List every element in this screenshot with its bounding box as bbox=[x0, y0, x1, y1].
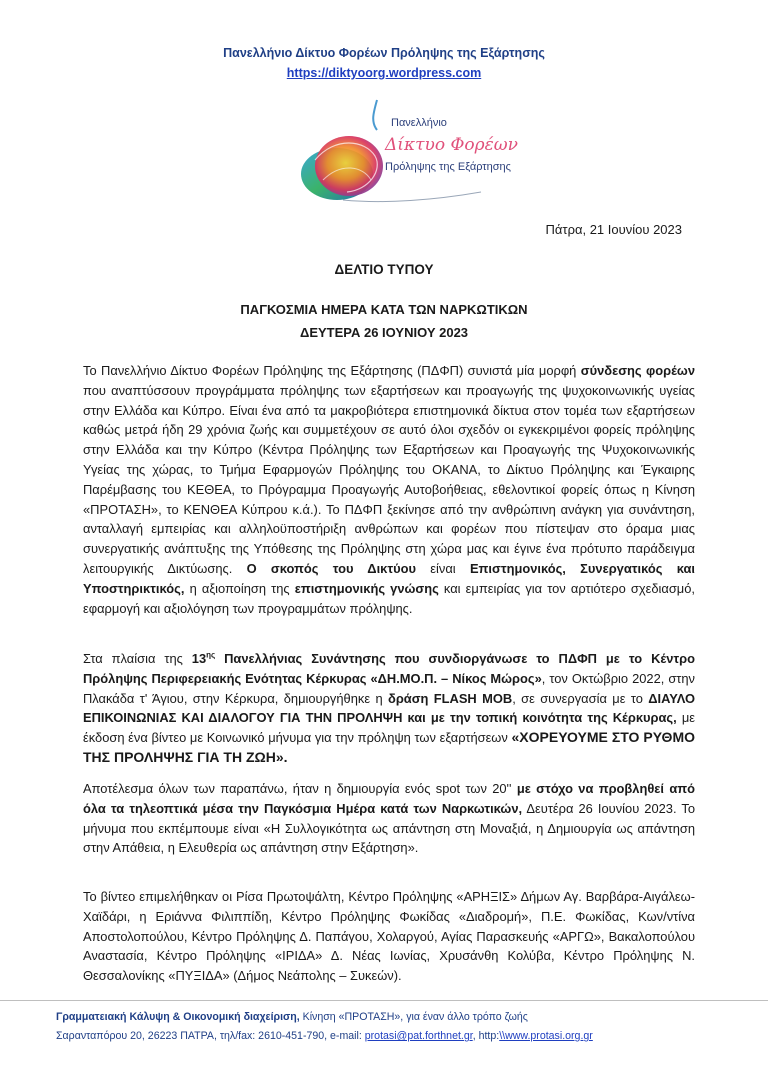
drop-stroke bbox=[373, 100, 377, 130]
paragraph-network-description: Το Πανελλήνιο Δίκτυο Φορέων Πρόληψης της Εξάρτησης (ΠΔΦΠ) συνιστά μία μορφή σύνδεσης φορέων που αναπτύσσουν προγράμματα πρόληψης των εξαρτήσεων και προαγωγής της ψυχοκοινωνικής υγείας στην Ελλάδα και Κύπρο. Είναι ένα από τα μακροβιότερα επιστημονικά δίκτυα στον τομέα των εξαρτήσεων καθώς μετρά ήδη 29 χρόνια ζωής και συμμετέχουν σε αυτό όλοι σχεδόν οι εγκεκριμένοι φορείς πρόληψης στην Ελλάδα και την Κύπρο (Κέντρα Πρόληψης των Εξαρτήσεων και Προαγωγής της Ψυχοκοινωνικής Υγείας της χώρας, το Τμήμα Εφαρμογών Πρόληψης του ΟΚΑΝΑ, το Δίκτυο Πρόληψης και Έγκαιρης Παρέμβασης του ΚΕΘΕΑ, το Πρόγραμμα Προαγωγής Αυτοβοήθειας, εθελοντικοί φορείς όπως η Κίνηση «ΠΡΟΤΑΣΗ», το ΚΕΝΘΕΑ Κύπρου κ.ά.). Το ΠΔΦΠ ξεκίνησε από την ανθρώπινη ανάγκη για συνάντηση, ανταλλαγή εμπειρίας και αλληλοϋποστήριξη ανθρώπων και φορέων που πίστεψαν στο όραμα μιας συνεργατικής ανάπτυξης της Υπόθεσης της Πρόληψης στη χώρα μας και έγινε ένα πρότυπο παράδειγμα λειτουργικής Δικτύωσης. Ο σκοπός του Δικτύου είναι Επιστημονικός, Συνεργατικός και Υποστηρικτικός, η αξιοποίηση της επιστημονικής γνώσης και εμπειρίας για τον αρτιότερο σχεδιασμό, εφαρμογή και αξιολόγηση των προγραμμάτων πρόληψης. bbox=[83, 363, 695, 616]
network-logo bbox=[285, 96, 518, 208]
org-name-header: Πανελλήνιο Δίκτυο Φορέων Πρόληψης της Εξάρτησης bbox=[223, 46, 545, 60]
footer-website-link[interactable]: \\www.protasi.org.gr bbox=[499, 1030, 593, 1042]
paragraph-spot-message: Αποτέλεσμα όλων των παραπάνω, ήταν η δημιουργία ενός spot των 20'' με στόχο να προβληθεί από όλα τα τηλεοπτικά μέσα την Παγκόσμια Ημέρα κατά των Ναρκωτικών, Δευτέρα 26 Ιουνίου 2023. Το μήνυμα που εκπέμπουμε είναι «Η Συλλογικότητα ως απάντηση στη Μοναξιά, η Δημιουργία ως απάντηση στην Απάθεια, η Ελευθερία ως απάντηση στην Εξάρτηση». bbox=[83, 781, 696, 856]
logo-underline bbox=[343, 192, 481, 202]
footer-management-line: Γραμματειακή Κάλυψη & Οικονομική διαχείριση, Κίνηση «ΠΡΟΤΑΣΗ», για έναν άλλο τρόπο ζωής bbox=[56, 1011, 528, 1023]
footer-contact-line: Σαρανταπόρου 20, 26223 ΠΑΤΡΑ, τηλ/fax: 2610-451-790, e-mail: protasi@pat.forthnet.gr, http:\\www.protasi.org.gr bbox=[56, 1030, 593, 1042]
website-link-line bbox=[0, 66, 768, 80]
logo-blob-warm bbox=[315, 136, 383, 196]
website-link[interactable]: https://diktyoorg.wordpress.com bbox=[286, 66, 482, 80]
footer-email-link[interactable]: protasi@pat.forthnet.gr bbox=[364, 1030, 473, 1042]
paragraph-video-credits: Το βίντεο επιμελήθηκαν οι Ρίσα Πρωτοψάλτη, Κέντρο Πρόληψης «ΑΡΗΞΙΣ» Δήμων Αγ. Βαρβάρα-Αιγάλεω-Χαϊδάρι, η Εριάννα Φιλιππίδη, Κέντρο Πρόληψης Φωκίδας «Διαδρομή», Π.Ε. Φωκίδας, Κων/ντίνα Αποστολοπούλου, Κέντρο Πρόληψης Δ. Παπάγου, Χολαργού, Αγίας Παρασκευής «ΑΡΓΩ», Βακαλοπούλου Αναστασία, Κέντρο Πρόληψης «ΙΡΙΔΑ» Δ. Νέας Ιωνίας, Χρυσάνθη Κολύβα, Κέντρο Πρόληψης Ν. Θεσσαλονίκης «ΠΥΞΙΔΑ» (Δήμος Νεάπολης – Συκεών). bbox=[83, 889, 695, 984]
event-date: ΔΕΥΤΕΡΑ 26 ΙΟΥΝΙΟΥ 2023 bbox=[299, 325, 469, 340]
logo-text-line3: Πρόληψης της Εξάρτησης bbox=[385, 161, 511, 173]
press-release-title: ΔΕΛΤΙΟ ΤΥΠΟΥ bbox=[334, 262, 434, 277]
dateline: Πάτρα, 21 Ιουνίου 2023 bbox=[545, 222, 682, 237]
footer-divider bbox=[0, 1000, 768, 1001]
logo-text-line1: Πανελλήνιο bbox=[391, 117, 447, 129]
logo-text-line2: Δίκτυο Φορέων bbox=[385, 135, 518, 155]
paragraph-flash-mob: Στα πλαίσια της $13^{\eta\varsigma}$ Πανελλήνιας Συνάντησης που συνδιοργάνωσε το ΠΔΦΠ με το Κέντρο Πρόληψης Περιφερειακής Ενότητας Κέρκυρας «ΔΗ.ΜΟ.Π. – Νίκος Μώρος», τον Οκτώβριο 2022, στην Πλακάδα τ' Άγιου, στην Κέρκυρα, δημιουργήθηκε η δράση FLASH MOB, σε συνεργασία με το ΔΙΑΥΛΟ ΕΠΙΚΟΙΝΩΝΙΑΣ ΚΑΙ ΔΙΑΛΟΓΟΥ ΓΙΑ ΤΗΝ ΠΡΟΛΗΨΗ και με την τοπική κοινότητα της Κέρκυρας, με έκδοση ένα βίντεο με Κοινωνικό μήνυμα για την πρόληψη των εξαρτήσεων «ΧΟΡΕΥΟΥΜΕ ΣΤΟ ΡΥΘΜΟ ΤΗΣ ΠΡΟΛΗΨΗΣ ΓΙΑ ΤΗ ΖΩΗ». bbox=[83, 650, 695, 765]
event-title: ΠΑΓΚΟΣΜΙΑ ΗΜΕΡΑ ΚΑΤΑ ΤΩΝ ΝΑΡΚΩΤΙΚΩΝ bbox=[240, 302, 528, 317]
